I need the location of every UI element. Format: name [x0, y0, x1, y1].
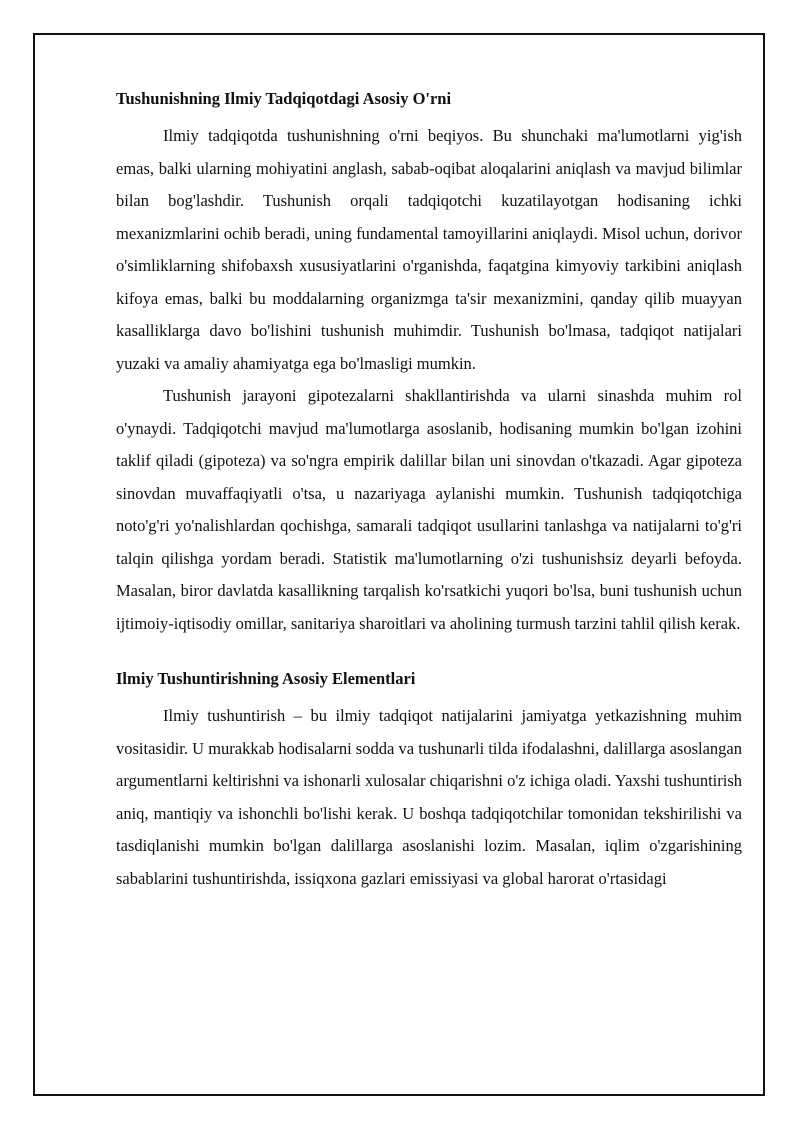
paragraph: Ilmiy tushuntirish – bu ilmiy tadqiqot natijalarini jamiyatga yetkazishning muhim vositasidir. U murakkab hodisalarni sodda va tushunarli tilda ifodalashni, dalillarga asoslangan argumentlarni keltirishni va ishonarli xulosalar chiqarishni o'z ichiga oladi. Yaxshi tushuntirish aniq, mantiqiy va ishonchli bo'lishi kerak. U boshqa tadqiqotchilar tomonidan tekshirilishi va tasdiqlanishi mumkin bo'lgan dalillarga asoslanishi lozim. Masalan, iqlim o'zgarishining sabablarini tushuntirishda, issiqxona gazlari emissiyasi va global harorat o'rtasidagi	[116, 706, 742, 888]
paragraph: Ilmiy tadqiqotda tushunishning o'rni beqiyos. Bu shunchaki ma'lumotlarni yig'ish emas, balki ularning mohiyatini anglash, sabab-oqibat aloqalarini aniqlash va mavjud bilimlar bilan bog'lashdir. Tushunish orqali tadqiqotchi kuzatilayotgan hodisaning ichki mexanizmlarini ochib beradi, uning fundamental tamoyillarini aniqlaydi. Misol uchun, dorivor o'simliklarning shifobaxsh xususiyatlarini o'rganishda, faqatgina kimyoviy tarkibini aniqlash kifoya emas, balki bu moddalarning organizmga ta'sir mexanizmini, qanday qilib muayyan kasalliklarga davo bo'lishini tushunish muhimdir. Tushunish bo'lmasa, tadqiqot natijalari yuzaki va amaliy ahamiyatga ega bo'lmasligi mumkin.	[116, 126, 742, 373]
paragraph: Tushunish jarayoni gipotezalarni shakllantirishda va ularni sinashda muhim rol o'ynaydi. Tadqiqotchi mavjud ma'lumotlarga asoslanib, hodisaning mumkin bo'lgan izohini taklif qiladi (gipoteza) va so'ngra empirik dalillar bilan uni sinovdan o'tkazadi. Agar gipoteza sinovdan muvaffaqiyatli o'tsa, u nazariyaga aylanishi mumkin. Tushunish tadqiqotchiga noto'g'ri yo'nalishlardan qochishga, samarali tadqiqot usullarini tanlashga va natijalarni to'g'ri talqin qilishga yordam beradi. Statistik ma'lumotlarning o'zi tushunishsiz deyarli befoyda. Masalan, biror davlatda kasallikning tarqalish ko'rsatkichi yuqori bo'lsa, buni tushunish uchun ijtimoiy-iqtisodiy omillar, sanitariya sharoitlari va aholining turmush tarzini tahlil qilish kerak.	[116, 386, 742, 633]
section-heading: Ilmiy Tushuntirishning Asosiy Elementlari	[116, 669, 416, 688]
document-body	[116, 84, 742, 895]
section-heading: Tushunishning Ilmiy Tadqiqotdagi Asosiy O'rni	[116, 89, 452, 108]
